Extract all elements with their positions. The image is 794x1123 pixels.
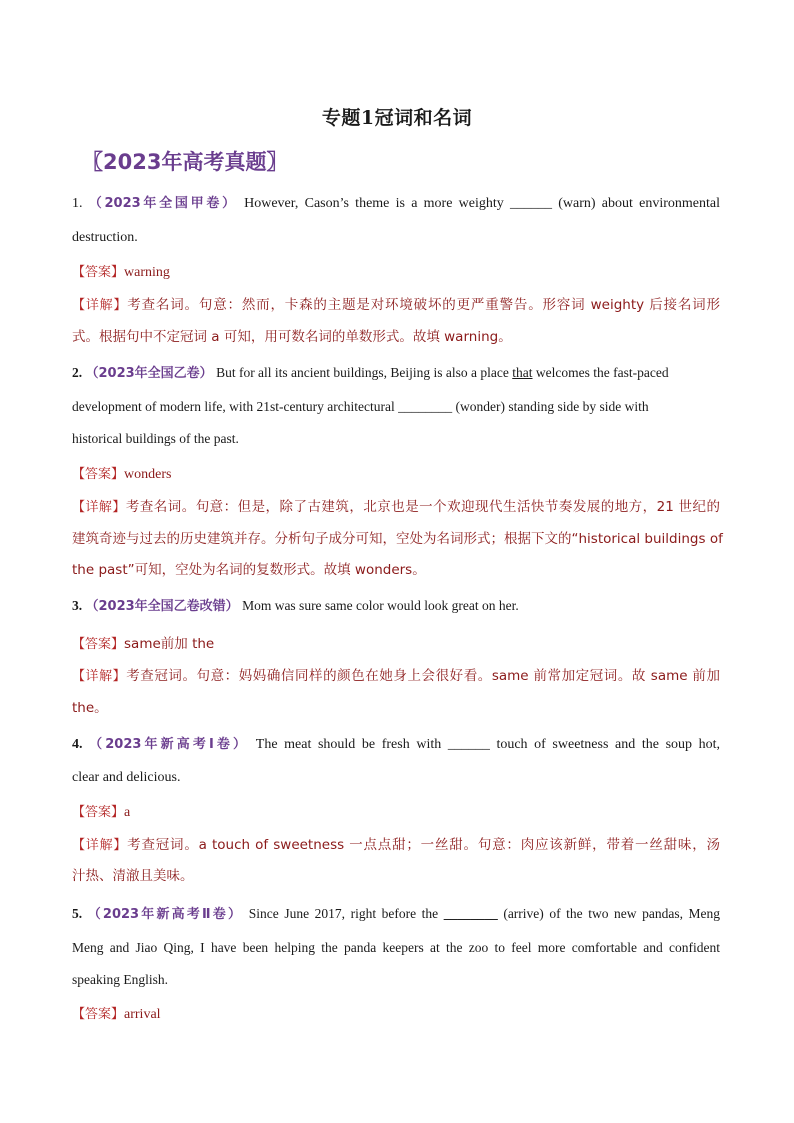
q5-line-2: Meng and Jiao Qing, I have been helping the panda keepers at the zoo to feel more comfortable and confident	[72, 940, 720, 955]
answer-label: 【答案】	[72, 637, 125, 652]
q2-text-1a: But for all its ancient buildings, Beijing is also a place	[216, 365, 513, 380]
q3-detail-2: the。	[72, 700, 108, 716]
q1-detail-text-1: 考查名词。句意：然而，卡森的主题是对环境破坏的更严重警告。形容词 weighty 后接名词形	[127, 297, 720, 313]
detail-label: 【详解】	[72, 669, 127, 684]
q3-source: （2023年全国乙卷改错）	[85, 599, 239, 614]
q3-text-1: Mom was sure same color would look great on her.	[242, 598, 519, 613]
answer-label: 【答案】	[72, 1007, 125, 1022]
q5-number: 5.	[72, 906, 83, 921]
q4-detail-text-1: 考查冠词。a touch of sweetness 一点点甜；一丝甜。句意：肉应该新鲜，带着一丝甜味，汤	[127, 837, 720, 853]
q5-line-3: speaking English.	[72, 972, 168, 987]
q4-answer	[72, 801, 720, 821]
q5-text-1a: Since June 2017, right before the	[248, 906, 444, 921]
q1-answer-value: warning	[124, 265, 170, 280]
q5-text-1b: (arrive) of the two new pandas, Meng	[497, 906, 721, 921]
q5-source: （2023年新高考Ⅱ卷）	[87, 907, 244, 922]
detail-label: 【详解】	[72, 298, 128, 313]
q2-detail-1	[72, 495, 720, 515]
q2-detail-2: 建筑奇迹与过去的历史建筑并存。分析句子成分可知，空处为名词形式；根据下文的“historical buildings of	[72, 531, 723, 547]
q4-detail-1	[72, 833, 720, 853]
q5-line-1	[72, 903, 720, 922]
q4-number: 4.	[72, 737, 83, 752]
q4-answer-value: a	[124, 805, 131, 820]
q2-underlined-word: that	[512, 365, 533, 380]
q3-answer	[72, 632, 720, 653]
page-title: 专题1冠词和名词	[321, 107, 473, 129]
q2-answer	[72, 463, 720, 483]
q4-detail-2: 汁热、清澈且美味。	[72, 868, 194, 884]
q2-number: 2.	[72, 365, 83, 380]
answer-label: 【答案】	[72, 467, 125, 482]
answer-label: 【答案】	[72, 265, 125, 280]
q3-detail-text-1: 考查冠词。句意：妈妈确信同样的颜色在她身上会很好看。same 前常加定冠词。故 same 前加	[126, 668, 720, 684]
q4-line-1	[72, 733, 720, 753]
q1-line-2: destruction.	[72, 230, 138, 245]
q2-line-1	[72, 362, 720, 381]
q1-line-1	[72, 192, 720, 212]
q4-source: （2023年新高考Ⅰ卷）	[89, 737, 250, 752]
q5-blank: ________	[443, 906, 498, 921]
q1-text-1: However, Cason’s theme is a more weighty ______ (warn) about environmental	[244, 196, 721, 211]
q3-number: 3.	[72, 598, 83, 613]
q2-detail-3: the past”可知，空处为名词的复数形式。故填 wonders。	[72, 562, 426, 578]
q2-line-3: historical buildings of the past.	[72, 431, 239, 446]
q3-answer-value: same前加 the	[124, 636, 215, 652]
q2-line-2: development of modern life, with 21st-century architectural ________ (wonder) standing side by side with	[72, 399, 649, 414]
section-heading: 〖2023年高考真题〗	[82, 150, 288, 174]
q3-detail-1	[72, 664, 720, 684]
q2-answer-value: wonders	[124, 467, 172, 482]
q5-answer-value: arrival	[124, 1007, 161, 1022]
q2-text-1b: welcomes the fast-paced	[532, 365, 669, 380]
q1-answer	[72, 261, 720, 281]
q1-number: 1.	[72, 196, 83, 211]
answer-label: 【答案】	[72, 805, 125, 820]
q2-source: （2023年全国乙卷）	[85, 366, 213, 381]
detail-label: 【详解】	[72, 500, 126, 515]
q1-detail-1	[72, 293, 720, 313]
q1-detail-2: 式。根据句中不定冠词 a 可知，用可数名词的单数形式。故填 warning。	[72, 329, 512, 345]
q5-answer	[72, 1003, 720, 1023]
q3-line-1	[72, 595, 720, 614]
q2-detail-text-1: 考查名词。句意：但是，除了古建筑，北京也是一个欢迎现代生活快节奏发展的地方，21 世纪的	[125, 499, 720, 515]
q1-source: （2023年全国甲卷）	[88, 196, 238, 211]
q4-line-2: clear and delicious.	[72, 770, 181, 785]
detail-label: 【详解】	[72, 838, 128, 853]
q4-text-1: The meat should be fresh with ______ touch of sweetness and the soup hot,	[255, 737, 721, 752]
